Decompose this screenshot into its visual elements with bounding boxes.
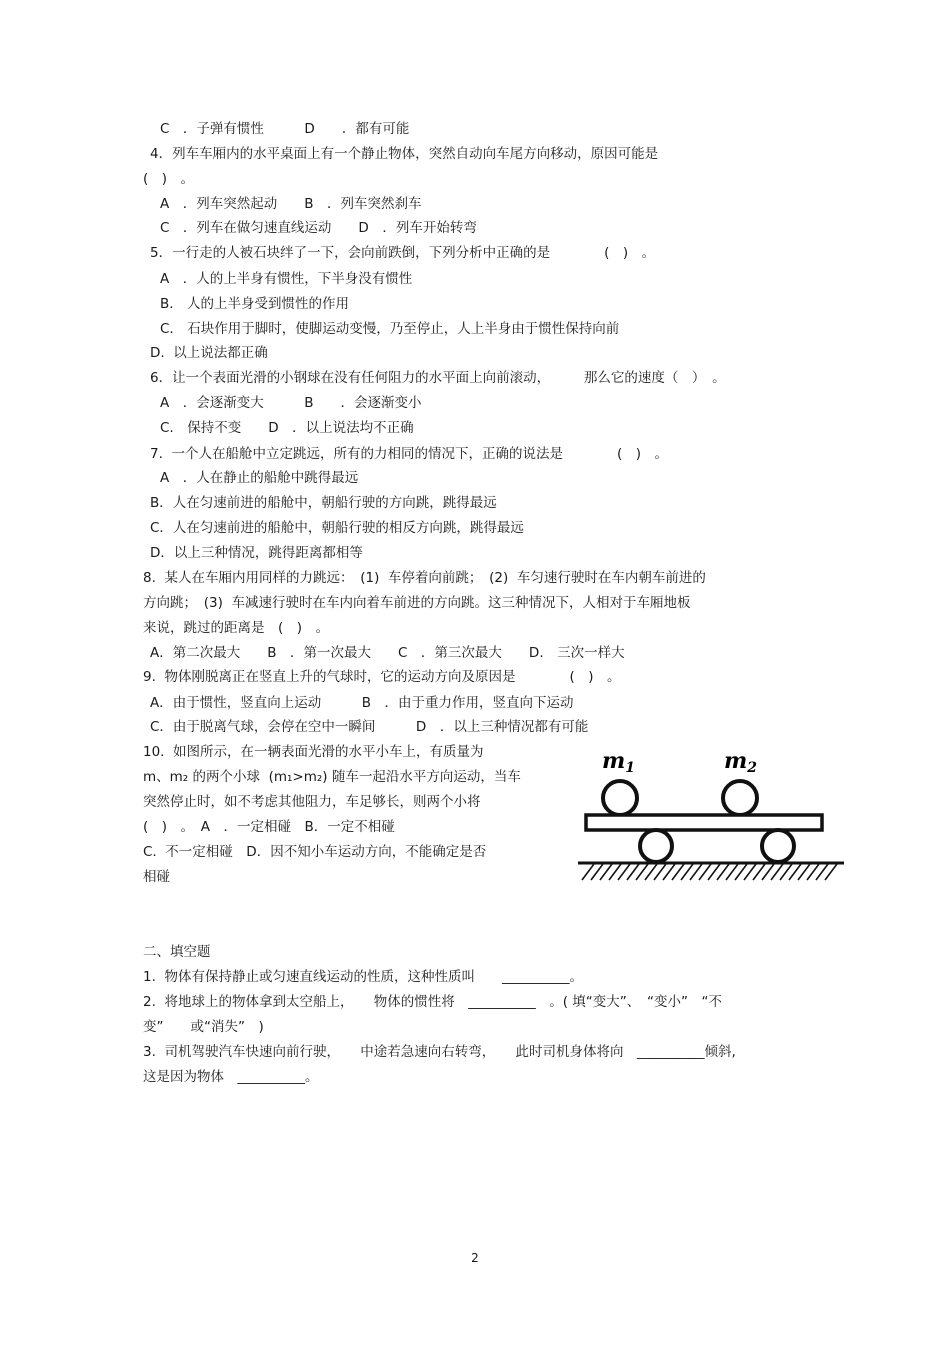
page-number: 2: [471, 1251, 479, 1265]
q10-options-cd-cont: 相碰: [143, 869, 170, 885]
q3-options-cd: C ．子弹有惯性 D ．都有可能: [160, 121, 410, 137]
fill-q2-line2: 变” 或“消失” ): [143, 1019, 264, 1035]
q7-option-b: B．人在匀速前进的船舱中，朝船行驶的方向跳，跳得最远: [150, 495, 497, 511]
q9-options-cd: C．由于脱离气球，会停在空中一瞬间 D ．以上三种情况都有可能: [150, 719, 589, 735]
q8-stem-1: 8. 某人在车厢内用同样的力跳远： (1) 车停着向前跳； (2) 车匀速行驶时在车内朝车前进的: [143, 570, 706, 586]
q5-option-d: D. 以上说法都正确: [150, 345, 268, 361]
label-m1: m1: [602, 748, 636, 776]
q10-stem-1: 10. 如图所示，在一辆表面光滑的水平小车上，有质量为: [143, 744, 484, 760]
ball-m2: [723, 781, 757, 815]
q4-blank: ( ) 。: [143, 171, 195, 187]
fill-q3-line1: 3. 司机驾驶汽车快速向前行驶， 中途若急速向右转弯， 此时司机身体将向 __________倾斜,: [143, 1044, 736, 1060]
q4-stem: 4．列车车厢内的水平桌面上有一个静止物体，突然自动向车尾方向移动，原因可能是: [150, 146, 659, 162]
q6-options-cd: C. 保持不变 D ．以上说法均不正确: [160, 420, 414, 436]
fill-q1: 1. 物体有保持静止或匀速直线运动的性质，这种性质叫 __________。: [143, 969, 583, 985]
section-heading-fill-in: 二、填空题: [143, 944, 211, 960]
q9-stem: 9. 物体刚脱离正在竖直上升的气球时，它的运动方向及原因是 ( ) 。: [143, 669, 621, 685]
ball-m1: [603, 781, 637, 815]
q10-stem-3: 突然停止时，如不考虑其他阻力，车足够长，则两个小将: [143, 794, 481, 810]
q10-stem-2: m、m₂ 的两个小球 (m₁>m₂) 随车一起沿水平方向运动，当车: [143, 769, 521, 785]
q9-options-ab: A．由于惯性，竖直向上运动 B ．由于重力作用，竖直向下运动: [150, 695, 574, 711]
fill-q2-line1: 2. 将地球上的物体拿到太空船上， 物体的惯性将 __________ 。( 填“变大”、 “变小” “不: [143, 994, 722, 1010]
q6-stem: 6．让一个表面光滑的小钢球在没有任何阻力的水平面上向前滚动， 那么它的速度（ ） 。: [150, 370, 726, 386]
cart-wheel-left: [640, 830, 672, 862]
label-m2: m2: [724, 748, 758, 776]
fill-q3-line2: 这是因为物体 __________。: [143, 1069, 319, 1085]
q7-option-d: D．以上三种情况，跳得距离都相等: [150, 545, 363, 561]
q5-option-a: A ．人的上半身有惯性，下半身没有惯性: [160, 271, 413, 287]
q4-options-cd: C ．列车在做匀速直线运动 D ．列车开始转弯: [160, 220, 477, 236]
ground-hatching: [582, 864, 837, 880]
q4-options-ab: A ．列车突然起动 B ．列车突然刹车: [160, 196, 422, 212]
q10-options-cd: C. 不一定相碰 D．因不知小车运动方向，不能确定是否: [143, 844, 487, 860]
cart-board: [586, 815, 822, 830]
q8-options: A．第二次最大 B ．第一次最大 C ．第三次最大 D. 三次一样大: [150, 645, 625, 661]
q10-blank-options-ab: ( ) 。 A ．一定相碰 B．一定不相碰: [143, 819, 395, 835]
q7-option-c: C．人在匀速前进的船舱中，朝船行驶的相反方向跳，跳得最远: [150, 520, 524, 536]
q8-stem-3: 来说，跳过的距离是 ( ) 。: [143, 620, 330, 636]
q5-option-c: C. 石块作用于脚时，使脚运动变慢，乃至停止，人上半身由于惯性保持向前: [160, 321, 620, 337]
q6-options-ab: A ．会逐渐变大 B ．会逐渐变小: [160, 395, 422, 411]
q5-stem: 5．一行走的人被石块绊了一下，会向前跌倒，下列分析中正确的是 ( ) 。: [150, 245, 656, 261]
q7-option-a: A ．人在静止的船舱中跳得最远: [160, 470, 359, 486]
q5-option-b: B. 人的上半身受到惯性的作用: [160, 296, 350, 312]
cart-balls-figure: [574, 742, 846, 884]
q7-stem: 7. 一个人在船舱中立定跳远，所有的力相同的情况下，正确的说法是 ( ) 。: [150, 446, 668, 462]
q8-stem-2: 方向跳； (3) 车减速行驶时在车内向着车前进的方向跳。这三种情况下，人相对于车厢地板: [143, 595, 691, 611]
cart-wheel-right: [762, 830, 794, 862]
